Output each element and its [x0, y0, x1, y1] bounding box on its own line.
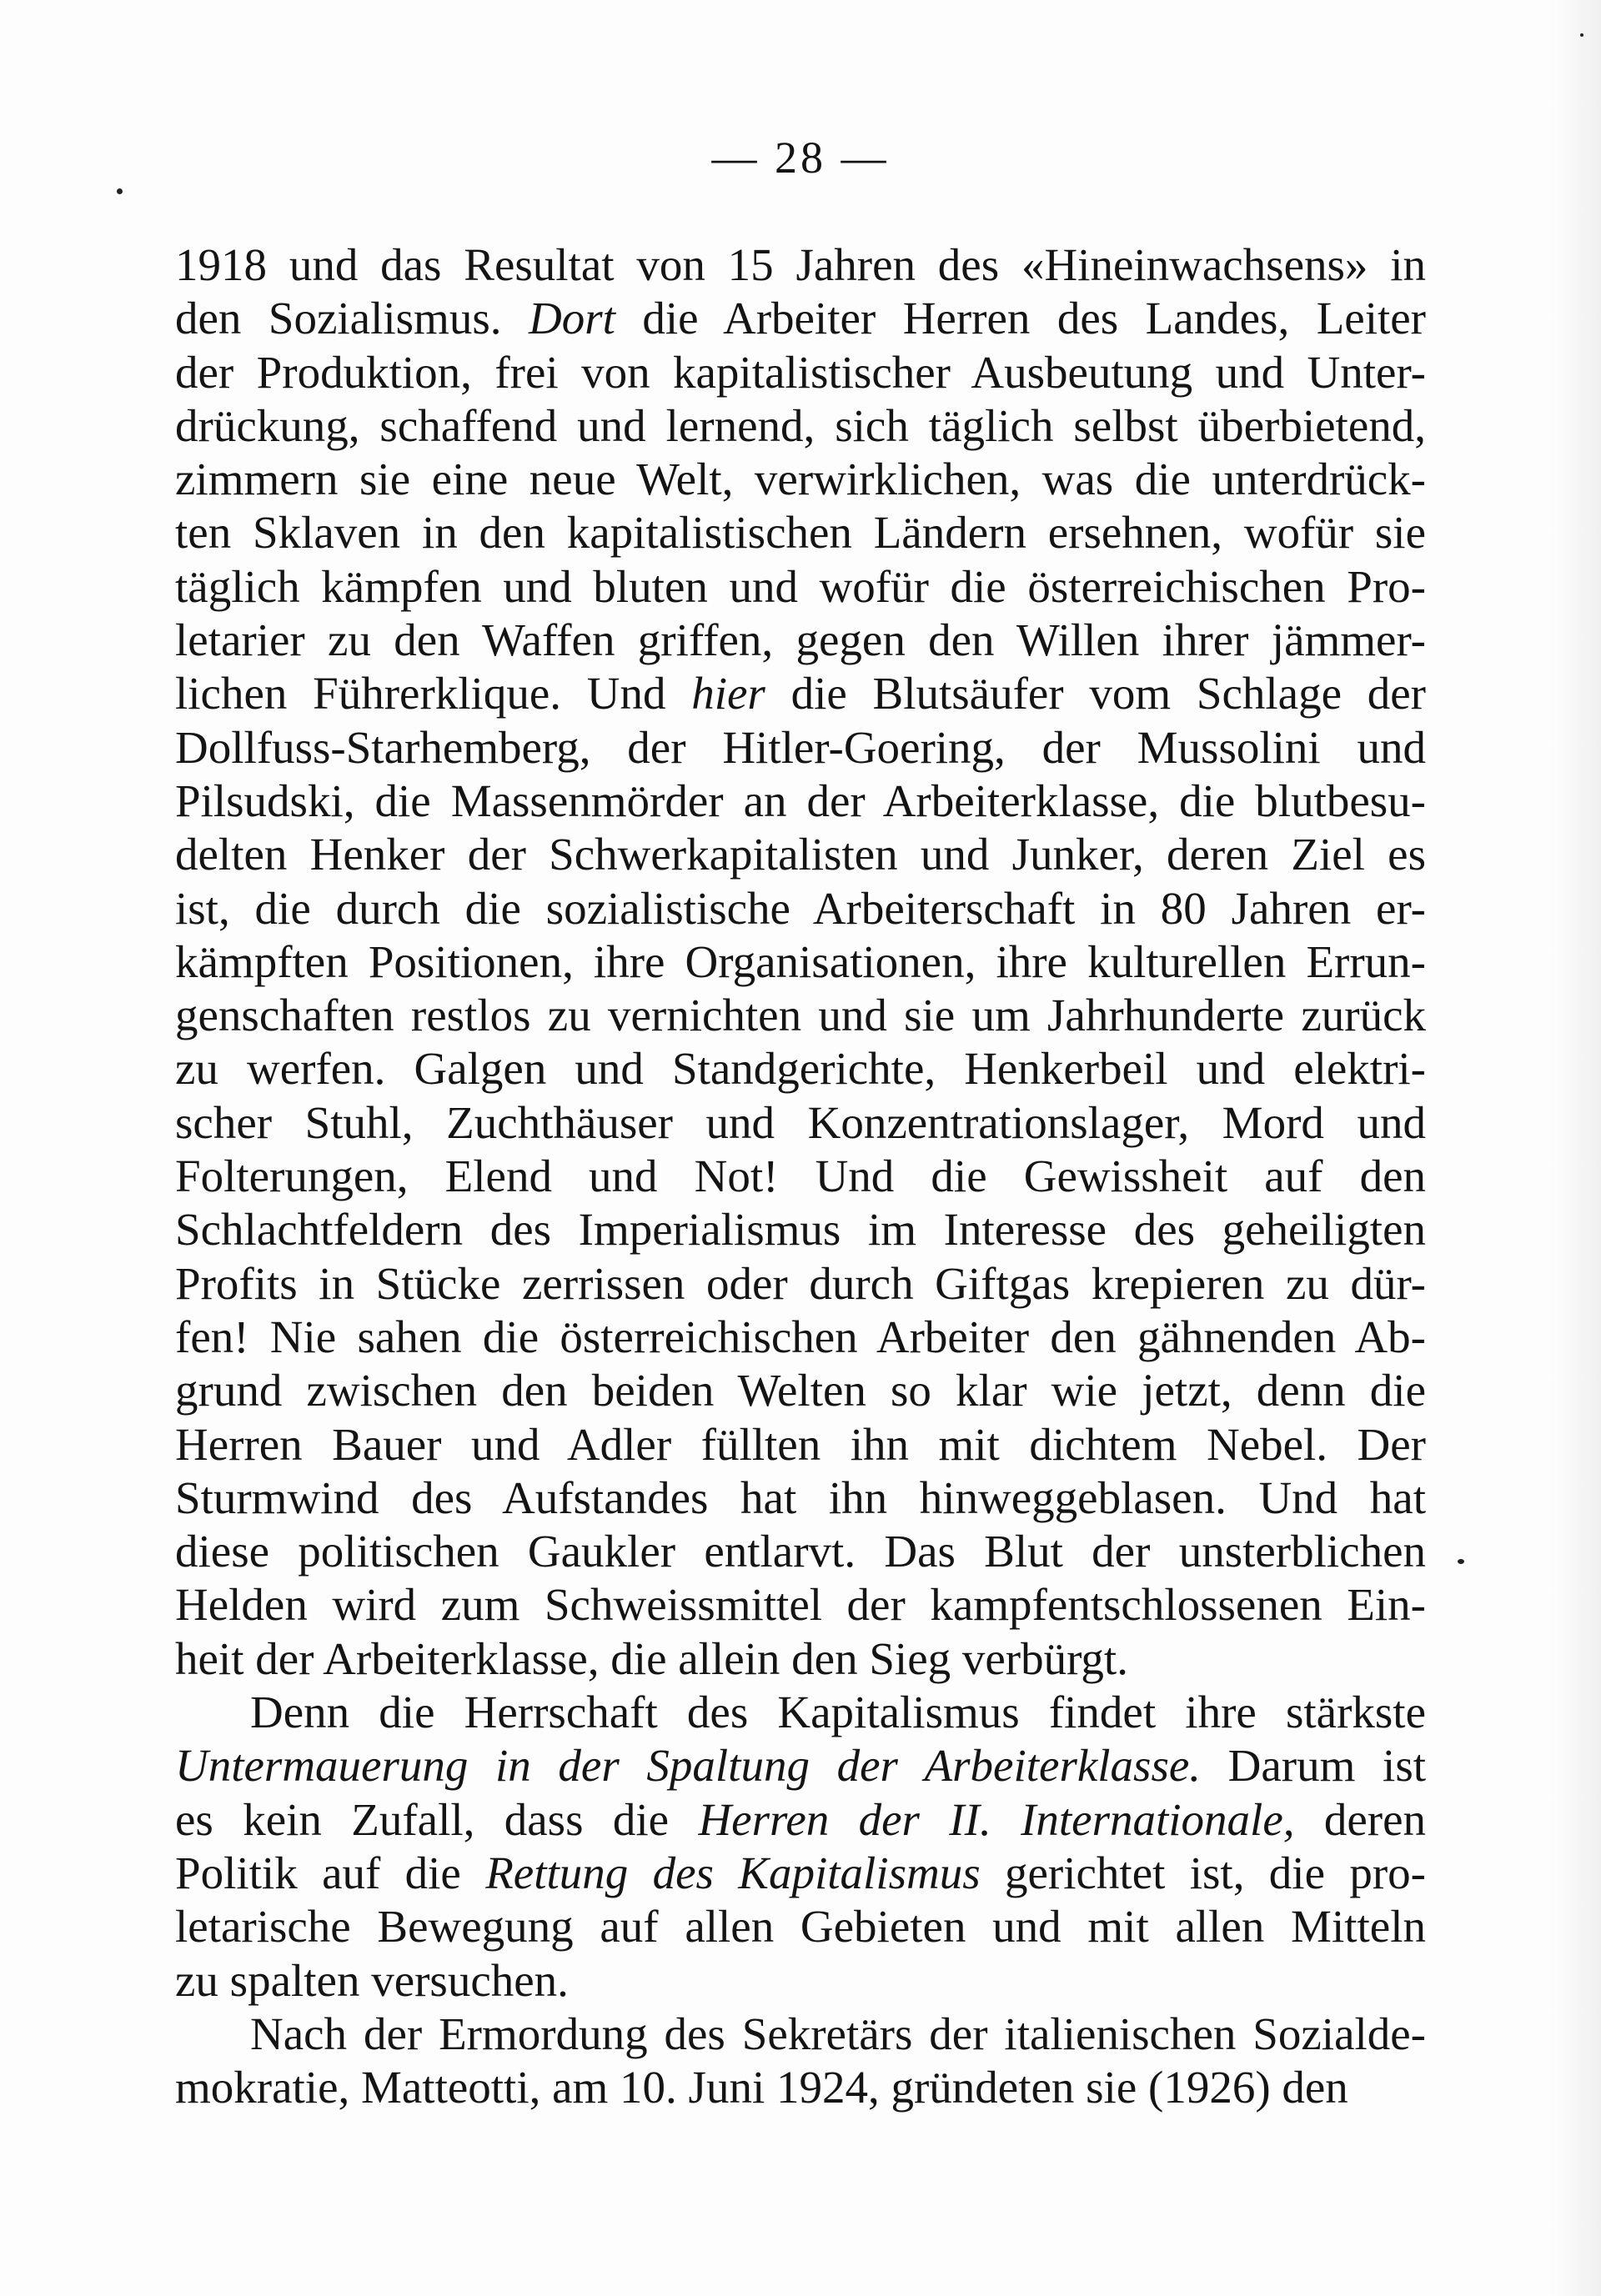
scan-speck: [1458, 1559, 1464, 1564]
text-run: Darum ist: [1201, 1740, 1426, 1792]
emphasized-text: Rettung des Kapitalismus: [485, 1847, 981, 1898]
text-line: [175, 453, 1426, 506]
text-line: [175, 346, 1426, 399]
text-line: [175, 721, 1426, 775]
text-line: [175, 1471, 1426, 1525]
text-line: [175, 1739, 1426, 1792]
text-line: [175, 1364, 1426, 1417]
text-run: letarier zu den Waffen griffen, gegen den Willen ihrer jämmer-: [175, 614, 1426, 666]
text-line: [175, 292, 1426, 345]
text-run: gerichtet ist, die pro-: [980, 1847, 1426, 1898]
text-run: Dollfuss-Starhemberg, der Hitler-Goering, der Mussolini und: [175, 721, 1426, 773]
text-run: Nach der Ermordung des Sekretärs der italienischen Sozialde-: [250, 2008, 1426, 2059]
text-run: fen! Nie sahen die österreichischen Arbeiter den gähnenden Ab-: [175, 1311, 1426, 1362]
text-run: Profits in Stücke zerrissen oder durch Giftgas krepieren zu dür-: [175, 1257, 1426, 1309]
text-run: mokratie, Matteotti, am 10. Juni 1924, gründeten sie (1926) den: [175, 2062, 1348, 2113]
text-line: [175, 1900, 1426, 1953]
text-run: ten Sklaven in den kapitalistischen Ländern ersehnen, wofür sie: [175, 507, 1426, 559]
text-line: [175, 1203, 1426, 1256]
text-line: [175, 1793, 1426, 1847]
text-run: delten Henker der Schwerkapitalisten und Junker, deren Ziel es: [175, 829, 1426, 880]
text-run: lichen Führerklique. Und: [175, 668, 692, 719]
text-run: ist, die durch die sozialistische Arbeiterschaft in 80 Jahren er-: [175, 882, 1426, 934]
text-run: Schlachtfeldern des Imperialismus im Interesse des geheiligten: [175, 1204, 1426, 1256]
text-line: [175, 1042, 1426, 1095]
text-line: [175, 935, 1426, 989]
text-line: [175, 828, 1426, 881]
text-line: [175, 989, 1426, 1042]
text-run: scher Stuhl, Zuchthäuser und Konzentrationslager, Mord und: [175, 1096, 1426, 1148]
text-run: Sturmwind des Aufstandes hat ihn hinweggeblasen. Und hat: [175, 1471, 1426, 1523]
text-line: [175, 1311, 1426, 1364]
emphasized-text: hier: [691, 668, 765, 719]
text-run: Politik auf die: [175, 1847, 486, 1898]
text-run: Denn die Herrschaft des Kapitalismus findet ihre stärkste: [250, 1687, 1426, 1738]
text-run: grund zwischen den beiden Welten so klar wie jetzt, denn die: [175, 1365, 1426, 1416]
text-line: [175, 238, 1426, 292]
text-line: [175, 399, 1426, 453]
text-run: zu werfen. Galgen und Standgerichte, Henkerbeil und elektri-: [175, 1043, 1426, 1095]
text-line: [175, 560, 1426, 614]
text-run: diese politischen Gaukler entlarvt. Das Blut der unsterblichen: [175, 1526, 1426, 1577]
text-run: die Blutsäufer vom Schlage der: [765, 668, 1426, 719]
text-line: [175, 1954, 1426, 2008]
text-line: [175, 614, 1426, 667]
body-text: [175, 238, 1426, 2114]
text-line: [175, 667, 1426, 720]
text-run: Folterungen, Elend und Not! Und die Gewissheit auf den: [175, 1151, 1426, 1202]
text-run: den Sozialismus.: [175, 293, 529, 344]
text-run: kämpften Positionen, ihre Organisationen, ihre kulturellen Errun-: [175, 935, 1426, 987]
text-line: [175, 1847, 1426, 1900]
text-run: drückung, schaffend und lernend, sich täglich selbst überbietend,: [175, 399, 1426, 451]
text-line: [175, 1525, 1426, 1578]
text-line: [175, 2008, 1426, 2061]
text-run: Helden wird zum Schweissmittel der kampfentschlossenen Ein-: [175, 1579, 1426, 1631]
text-run: deren: [1294, 1793, 1426, 1845]
text-run: 1918 und das Resultat von 15 Jahren des «Hineinwachsens» in: [175, 239, 1426, 290]
text-run: der Produktion, frei von kapitalistischer Ausbeutung und Unter-: [175, 346, 1426, 398]
text-line: [175, 1418, 1426, 1471]
text-run: zu spalten versuchen.: [175, 1954, 569, 2006]
scan-speck: [1580, 33, 1583, 37]
text-run: täglich kämpfen und bluten und wofür die österreichischen Pro-: [175, 560, 1426, 612]
text-line: [175, 1632, 1426, 1686]
text-run: heit der Arbeiterklasse, die allein den Sieg verbürgt.: [175, 1632, 1128, 1684]
page-number: — 28 —: [711, 133, 890, 183]
emphasized-text: Untermauerung in der Spaltung der Arbeiterklasse.: [175, 1740, 1202, 1792]
text-run: Pilsudski, die Massenmörder an der Arbeiterklasse, die blutbesu-: [175, 775, 1426, 826]
text-run: Herren Bauer und Adler füllten ihn mit dichtem Nebel. Der: [175, 1418, 1426, 1470]
text-run: es kein Zufall, dass die: [175, 1793, 699, 1845]
text-line: [175, 775, 1426, 828]
text-line: [175, 1257, 1426, 1311]
emphasized-text: Dort: [528, 293, 615, 344]
emphasized-text: Herren der II. Internationale,: [698, 1793, 1295, 1845]
scan-speck: [117, 188, 123, 194]
text-run: genschaften restlos zu vernichten und sie um Jahrhunderte zurück: [175, 990, 1426, 1041]
text-line: [175, 1578, 1426, 1632]
text-line: [175, 506, 1426, 559]
scan-edge-shading: [1551, 0, 1601, 2296]
text-run: letarische Bewegung auf allen Gebieten und mit allen Mitteln: [175, 1901, 1426, 1953]
text-line: [175, 1686, 1426, 1739]
text-run: zimmern sie eine neue Welt, verwirklichen, was die unterdrück-: [175, 454, 1426, 505]
text-line: [175, 1150, 1426, 1203]
text-run: die Arbeiter Herren des Landes, Leiter: [615, 293, 1426, 344]
text-line: [175, 882, 1426, 935]
text-line: [175, 1096, 1426, 1150]
text-line: [175, 2061, 1426, 2114]
